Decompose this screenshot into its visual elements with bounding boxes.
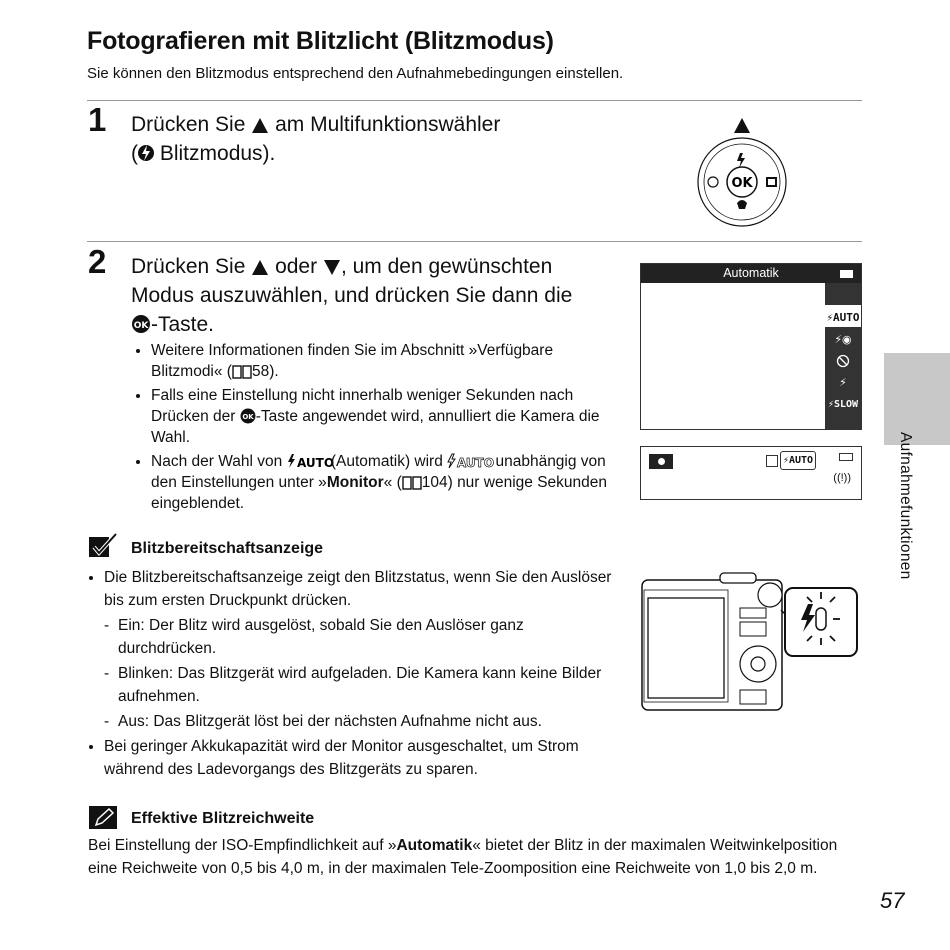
- range-title: Effektive Blitzreichweite: [131, 810, 315, 827]
- pencil-note-icon: [88, 805, 118, 830]
- flash-mode-list: [825, 283, 861, 429]
- page-number: 57: [880, 888, 905, 913]
- svg-text:OK: OK: [242, 413, 254, 421]
- readiness-content: [88, 566, 618, 781]
- list-item: • Falls eine Einstellung nicht innerhalb weniger Sekunden nach Drücken der OK -Taste angewendet wird, annulliert die Kamera die Wahl.: [151, 385, 621, 448]
- step-2-text: Drücken Sie: [131, 255, 246, 278]
- flash-icon: [138, 143, 154, 163]
- step-2-text: , um den gewünschten: [340, 255, 553, 278]
- menu-header-label: Automatik: [723, 266, 779, 280]
- svg-text:⚡: ⚡: [839, 376, 847, 389]
- book-icon: [402, 476, 422, 490]
- svg-text:AUTO: AUTO: [457, 456, 495, 470]
- list-item: - Ein: Der Blitz wird ausgelöst, sobald Sie den Auslöser ganz durchdrücken.: [118, 614, 618, 660]
- divider: [87, 241, 862, 242]
- step-1-text: Drücken Sie: [131, 113, 246, 136]
- step-2-text: -Taste.: [151, 313, 215, 336]
- check-note-icon: [88, 533, 118, 558]
- svg-text:OK: OK: [731, 176, 753, 191]
- readiness-title: Blitzbereitschaftsanzeige: [131, 540, 324, 557]
- list-item: • Weitere Informationen finden Sie im Abschnitt »Verfügbare Blitzmodi« ( 58).: [151, 340, 621, 382]
- step-number-2: 2: [88, 243, 107, 280]
- list-item: - Aus: Das Blitzgerät löst bei der nächsten Aufnahme nicht aus.: [118, 710, 618, 733]
- list-item: - Blinken: Das Blitzgerät wird aufgeladen. Die Kamera kann keine Bilder aufnehmen.: [118, 662, 618, 708]
- camera-back-illustration: [640, 570, 860, 715]
- multi-selector-diagram: [695, 115, 790, 227]
- up-triangle-icon: [734, 118, 750, 133]
- step-2-instruction: [131, 252, 611, 339]
- step-number-1: 1: [88, 101, 107, 138]
- ok-button-icon: [240, 408, 256, 424]
- down-triangle-icon: [323, 259, 341, 276]
- chapter-label: Aufnahmefunktionen: [897, 432, 914, 580]
- flash-auto-indicator: ⚡AUTO: [780, 451, 816, 470]
- step-1-text: am Multifunktionswähler: [275, 113, 501, 136]
- divider: [87, 100, 862, 101]
- step-1-text: (: [131, 142, 138, 165]
- list-item: • Bei geringer Akkukapazität wird der Monitor ausgeschaltet, um Strom während des Ladevorgangs des Blitzgeräts zu sparen.: [104, 735, 618, 781]
- svg-text:⚡AUTO: ⚡AUTO: [826, 311, 860, 324]
- monitor-display: [640, 446, 862, 500]
- svg-text:OK: OK: [133, 321, 149, 331]
- svg-text:⚡◉: ⚡◉: [834, 333, 852, 346]
- flash-auto-icon: [287, 453, 334, 470]
- svg-text:AUTO: AUTO: [296, 456, 334, 470]
- flash-auto-outline-icon: [447, 453, 495, 470]
- book-icon: [232, 365, 252, 379]
- list-item: • Nach der Wahl von AUTO (Automatik) wird AUTO unabhängig von den Einstellungen unter »Monitor« ( 104) nur wenige Sekunden eingeblendet.: [151, 451, 621, 514]
- step-1-text: Blitzmodus).: [159, 142, 276, 165]
- up-triangle-icon: [251, 117, 269, 134]
- page-subtitle: Sie können den Blitzmodus entsprechend den Aufnahmebedingungen einstellen.: [87, 65, 624, 82]
- step-1-instruction: [131, 110, 611, 168]
- battery-icon: [839, 453, 853, 461]
- flash-mode-menu-screen: [640, 263, 862, 430]
- up-triangle-icon: [251, 259, 269, 276]
- mode-icon: [766, 455, 778, 467]
- stabilizer-icon: ((!)): [833, 472, 851, 484]
- svg-text:⚡SLOW: ⚡SLOW: [827, 399, 859, 410]
- step-2-text: oder: [275, 255, 318, 278]
- ok-button-icon: [131, 314, 151, 334]
- step-2-bullets: [131, 340, 621, 517]
- range-text: Bei Einstellung der ISO-Empfindlichkeit auf »Automatik« bietet der Blitz in der maximalen Weitwinkelposition eine Reichweite von 0,5 bis 4,0 m, in der maximalen Tele-Zoomposition eine Reichweite von 1,0 bis 2,0 m.: [88, 837, 838, 877]
- battery-icon: [840, 270, 853, 278]
- step-2-text: Modus auszuwählen, und drücken Sie dann die: [131, 284, 573, 307]
- list-item: • Die Blitzbereitschaftsanzeige zeigt den Blitzstatus, wenn Sie den Auslöser bis zum ersten Druckpunkt drücken.: [104, 566, 618, 612]
- page-title: Fotografieren mit Blitzlicht (Blitzmodus): [87, 27, 554, 55]
